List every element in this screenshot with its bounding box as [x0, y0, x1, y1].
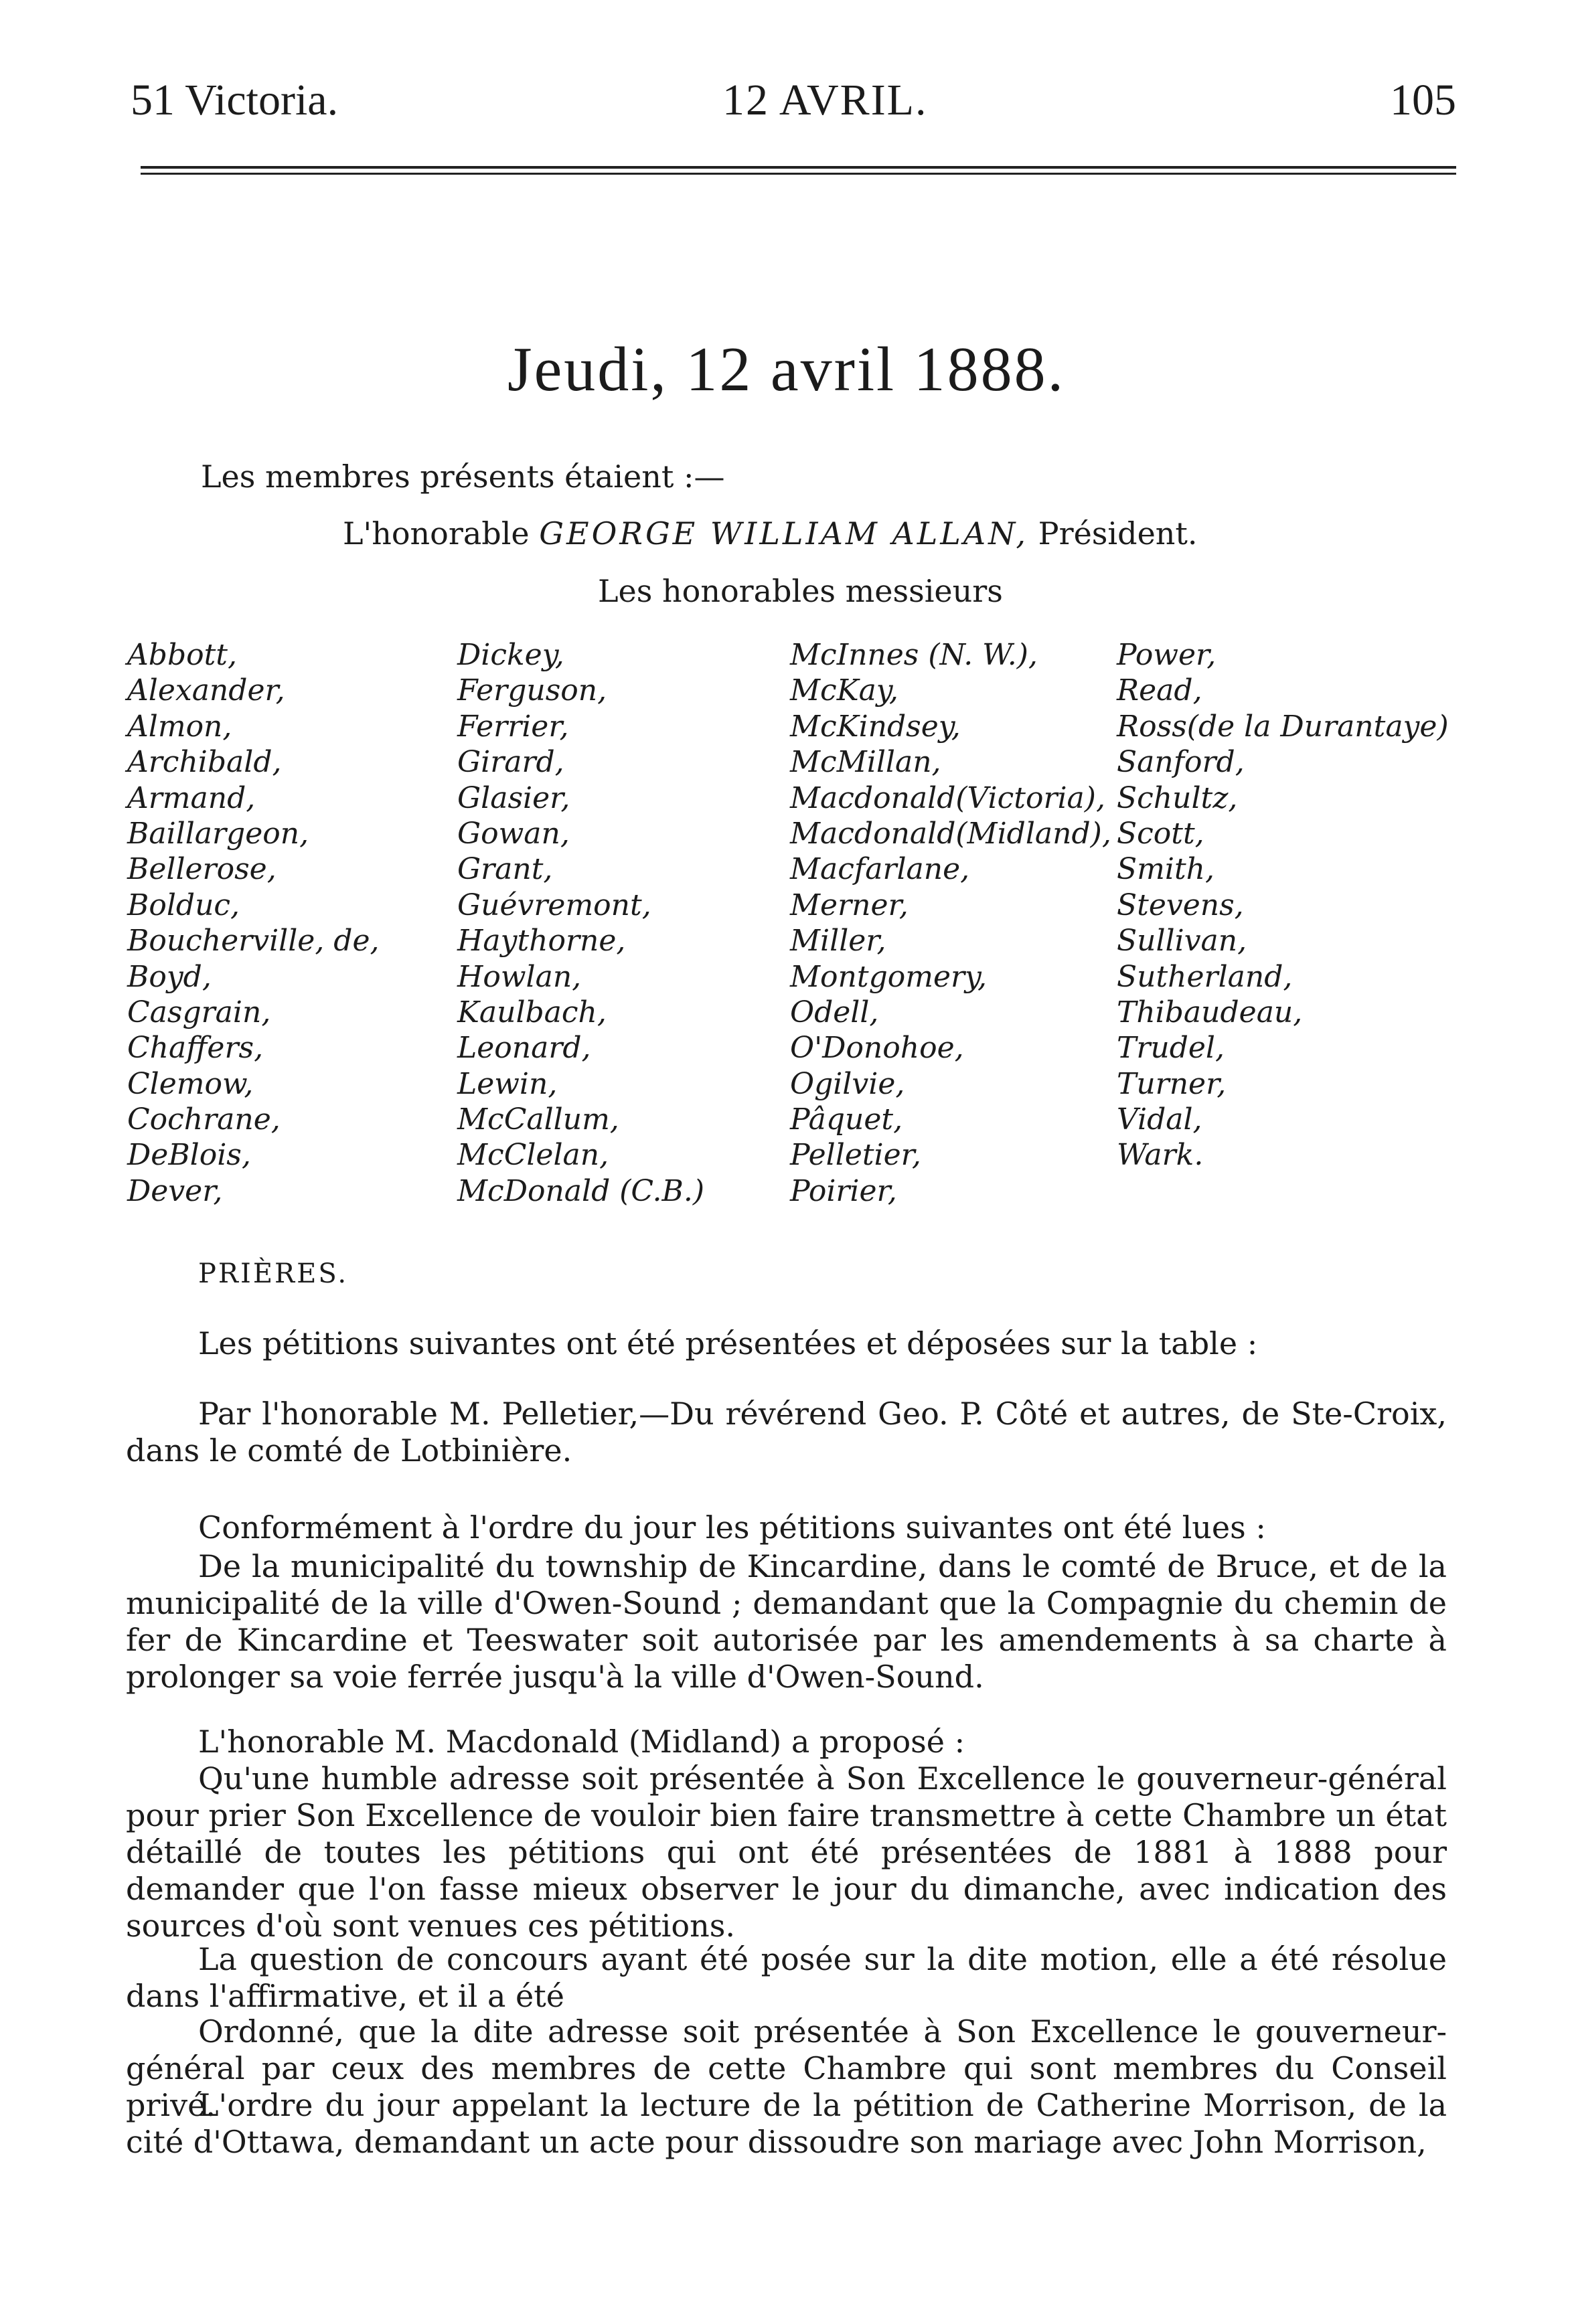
member-name: Ferguson,: [457, 673, 607, 708]
member-name: Odell,: [790, 995, 879, 1029]
members-intro: Les membres présents étaient :—: [201, 459, 725, 495]
member-name: Macdonald(Victoria),: [790, 780, 1105, 815]
member-name: Archibald,: [127, 745, 282, 780]
member-name: McKindsey,: [790, 709, 961, 744]
prayers-heading: PRIÈRES.: [198, 1258, 349, 1289]
member-name: Trudel,: [1117, 1031, 1225, 1066]
member-name: McInnes (N. W.),: [790, 638, 1038, 672]
member-name: Turner,: [1117, 1066, 1227, 1101]
member-name: Pâquet,: [790, 1102, 903, 1137]
member-name: Guévremont,: [457, 888, 651, 922]
member-column-2: [457, 637, 704, 1209]
page-number: 105: [1390, 76, 1456, 124]
date-title: Jeudi, 12 avril 1888.: [507, 335, 1066, 404]
member-name: Sutherland,: [1117, 959, 1293, 994]
president-suffix: Président.: [1038, 515, 1198, 552]
member-name: McCallum,: [457, 1102, 619, 1137]
ordered-paragraph: Ordonné, que la dite adresse soit présentée à Son Excellence le gouverneur-général par ceux des membres de cette Chambre qui sont membres du Conseil privé.: [126, 2013, 1447, 2123]
member-name: Grant,: [457, 852, 553, 887]
member-name: Merner,: [790, 888, 909, 922]
member-name: Pelletier,: [790, 1138, 921, 1173]
member-column-4: [1117, 637, 1449, 1173]
morrison-petition-paragraph: L'ordre du jour appelant la lecture de la pétition de Catherine Morrison, de la cité d'Ottawa, demandant un acte pour dissoudre son mariage avec John Morrison,: [126, 2087, 1447, 2160]
member-name: McMillan,: [790, 745, 941, 780]
member-name: Bellerose,: [127, 852, 277, 887]
header-rule-top: [141, 166, 1456, 169]
header-rule-bottom: [141, 173, 1456, 175]
member-name: Haythorne,: [457, 924, 626, 959]
member-name: McClelan,: [457, 1138, 609, 1173]
member-name: Miller,: [790, 924, 886, 959]
member-name: Glasier,: [457, 780, 570, 815]
member-name: Leonard,: [457, 1031, 591, 1066]
member-name: Bolduc,: [127, 888, 240, 922]
member-name: Macfarlane,: [790, 852, 970, 887]
member-name: Boucherville, de,: [127, 924, 380, 959]
member-name: Ferrier,: [457, 709, 569, 744]
member-name: Power,: [1117, 638, 1216, 672]
member-name: Montgomery,: [790, 959, 988, 994]
macdonald-motion-paragraph: L'honorable M. Macdonald (Midland) a proposé :: [198, 1724, 965, 1760]
member-name: Baillargeon,: [127, 816, 309, 851]
president-prefix: L'honorable: [343, 515, 530, 552]
member-name: Wark.: [1117, 1138, 1204, 1173]
member-name: Sanford,: [1117, 745, 1245, 780]
member-name: Macdonald(Midland),: [790, 816, 1111, 851]
petitions-read-paragraph: Conformément à l'ordre du jour les pétitions suivantes ont été lues :: [198, 1509, 1266, 1546]
member-name: Stevens,: [1117, 888, 1244, 922]
member-name: McKay,: [790, 673, 898, 708]
member-name: Schultz,: [1117, 780, 1238, 815]
member-name: Ogilvie,: [790, 1066, 905, 1101]
member-name: Vidal,: [1117, 1102, 1202, 1137]
member-name: Thibaudeau,: [1117, 995, 1303, 1029]
member-name: O'Donohoe,: [790, 1031, 964, 1066]
petitions-intro-paragraph: Les pétitions suivantes ont été présentées et déposées sur la table :: [198, 1325, 1258, 1361]
member-name: Sullivan,: [1117, 924, 1247, 959]
member-name: Lewin,: [457, 1066, 558, 1101]
address-text-paragraph: Qu'une humble adresse soit présentée à Son Excellence le gouverneur-général pour prier Son Excellence de vouloir bien faire transmettre à cette Chambre un état détaillé de toutes les pétitions qui ont été présentées de 1881 à 1888 pour demander que l'on fasse mieux observer le jour du dimanche, avec indication des sources d'où sont venues ces pétitions.: [126, 1760, 1447, 1944]
member-name: Dever,: [127, 1173, 223, 1208]
member-name: Chaffers,: [127, 1031, 264, 1066]
member-name: Howlan,: [457, 959, 582, 994]
president-line: [343, 515, 1198, 552]
member-name: Smith,: [1117, 852, 1214, 887]
member-name: Gowan,: [457, 816, 570, 851]
honorables-line: Les honorables messieurs: [598, 573, 1003, 609]
member-name: DeBlois,: [127, 1138, 251, 1173]
member-name: Girard,: [457, 745, 564, 780]
member-name: Read,: [1117, 673, 1202, 708]
member-name: Armand,: [127, 780, 256, 815]
member-name: Almon,: [127, 709, 232, 744]
running-head-center: 12 AVRIL.: [722, 76, 928, 124]
member-name: Clemow,: [127, 1066, 254, 1101]
member-name: Cochrane,: [127, 1102, 281, 1137]
kincardine-petition-paragraph: De la municipalité du township de Kincardine, dans le comté de Bruce, et de la municipalité de la ville d'Owen-Sound ; demandant que la Compagnie du chemin de fer de Kincardine et Teeswater soit autorisée par les amendements à sa charte à prolonger sa voie ferrée jusqu'à la ville d'Owen-Sound.: [126, 1548, 1447, 1695]
running-head: [131, 75, 1456, 135]
member-name: Kaulbach,: [457, 995, 607, 1029]
member-column-1: [127, 637, 380, 1209]
member-column-3: [790, 637, 1111, 1209]
member-name: McDonald (C.B.): [457, 1173, 704, 1208]
president-name: GEORGE WILLIAM ALLAN,: [539, 515, 1029, 552]
running-head-left: 51 Victoria.: [131, 76, 339, 124]
member-name: Alexander,: [127, 673, 285, 708]
member-name: Boyd,: [127, 959, 212, 994]
member-name: Ross(de la Durantaye): [1117, 709, 1449, 744]
question-resolved-paragraph: La question de concours ayant été posée sur la dite motion, elle a été résolue dans l'affirmative, et il a été: [126, 1941, 1447, 2014]
member-name: Abbott,: [127, 638, 237, 672]
member-name: Casgrain,: [127, 995, 271, 1029]
member-name: Scott,: [1117, 816, 1204, 851]
member-name: Dickey,: [457, 638, 564, 672]
pelletier-petition-paragraph: Par l'honorable M. Pelletier,—Du révérend Geo. P. Côté et autres, de Ste-Croix, dans le comté de Lotbinière.: [126, 1396, 1447, 1469]
member-name: Poirier,: [790, 1173, 897, 1208]
